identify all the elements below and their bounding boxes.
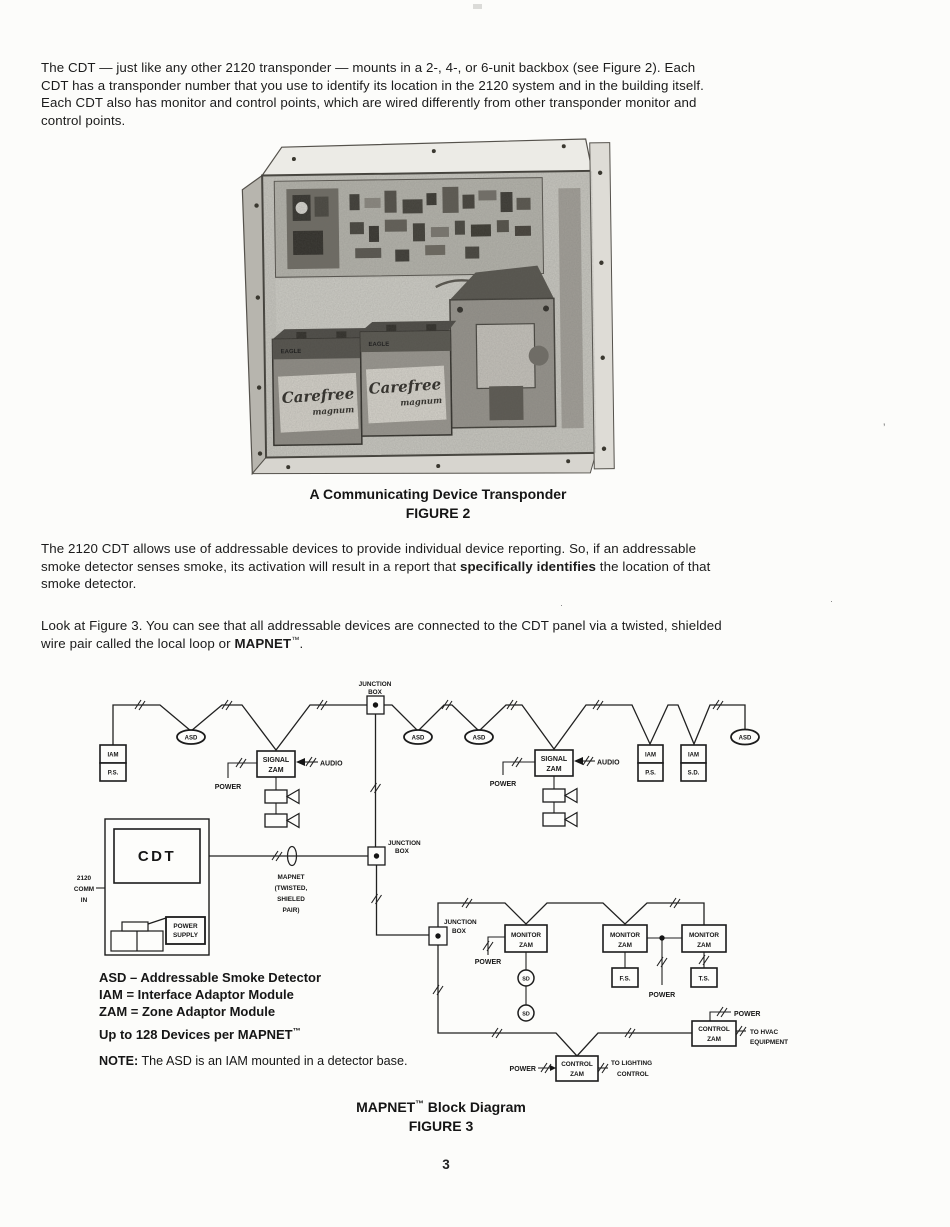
- legend-iam: IAM = Interface Adaptor Module: [99, 987, 294, 1002]
- control-zam-lighting: [510, 1056, 653, 1081]
- svg-text:SD: SD: [522, 1011, 530, 1018]
- junction-box-3: [429, 919, 477, 945]
- svg-text:SD: SD: [522, 976, 530, 983]
- iam-ps-module-2: [638, 745, 663, 781]
- paragraph-2: [41, 540, 923, 593]
- to-lighting-label: CONTROL: [617, 1071, 649, 1078]
- asd-detector-3: [465, 730, 493, 744]
- text-line: The CDT — just like any other 2120 transponder — mounts in a 2-, 4-, or 6-unit backbox (see Figure 2). Each: [41, 60, 696, 75]
- battery-model-label: magnum: [312, 405, 355, 418]
- svg-text:PAIR): PAIR): [282, 907, 300, 914]
- figure3-legend: [99, 969, 407, 1070]
- audio-arrow-icon: [574, 757, 583, 765]
- svg-text:IAM: IAM: [645, 752, 656, 759]
- asd-detector-4: [731, 730, 759, 745]
- figure2-caption: [238, 485, 638, 523]
- svg-text:ZAM: ZAM: [570, 1071, 584, 1078]
- text-line: wire pair called the local loop or MAPNET™.: [41, 635, 304, 651]
- power-label: POWER: [474, 959, 502, 966]
- svg-text:SHIELED: SHIELED: [277, 896, 305, 903]
- battery-top-label: EAGLE: [280, 348, 302, 356]
- svg-text:BOX: BOX: [368, 689, 382, 696]
- svg-text:IAM: IAM: [688, 752, 699, 759]
- figure2-caption-title: A Communicating Device Transponder: [309, 486, 567, 502]
- svg-text:MONITOR: MONITOR: [609, 932, 641, 939]
- svg-text:SUPPLY: SUPPLY: [173, 932, 198, 939]
- figure3-caption-title: MAPNET™ Block Diagram: [356, 1098, 526, 1115]
- svg-text:JUNCTION: JUNCTION: [358, 681, 392, 688]
- svg-text:CONTROL: CONTROL: [561, 1061, 593, 1068]
- power-supply: [166, 917, 205, 944]
- svg-text:ZAM: ZAM: [519, 942, 533, 949]
- wire-arrow-icon: [550, 1065, 556, 1071]
- page-number: 3: [442, 1157, 450, 1172]
- svg-text:BOX: BOX: [452, 928, 466, 935]
- svg-text:POWER: POWER: [173, 923, 198, 930]
- svg-text:SIGNAL: SIGNAL: [540, 756, 568, 763]
- paragraph-3: [41, 617, 923, 652]
- speaker-icon: [265, 790, 299, 804]
- legend-capacity: Up to 128 Devices per MAPNET™: [99, 1026, 301, 1042]
- comm-in-label: [74, 875, 94, 904]
- text-line: Each CDT also has monitor and control points, which are wired differently from other transponder monitor and: [41, 95, 697, 110]
- scan-artifact: ·: [830, 596, 833, 606]
- svg-text:MONITOR: MONITOR: [688, 932, 720, 939]
- svg-text:ZAM: ZAM: [546, 766, 562, 773]
- svg-text:CDT: CDT: [137, 848, 177, 865]
- wire-junction-dot: [659, 935, 664, 940]
- svg-text:2120: 2120: [76, 875, 92, 882]
- paragraph-1: [41, 59, 923, 129]
- figure3-caption-label: FIGURE 3: [408, 1118, 474, 1134]
- to-hvac-label: TO HVAC: [750, 1029, 779, 1036]
- audio-arrow-icon: [296, 758, 305, 766]
- svg-text:P.S.: P.S.: [645, 770, 656, 777]
- equipment-cabinet: [242, 139, 615, 478]
- speaker-icon: [543, 813, 577, 827]
- to-lighting-label: TO LIGHTING: [611, 1060, 653, 1067]
- svg-text:MAPNET: MAPNET: [277, 874, 305, 881]
- battery-brand-label: Carefree: [368, 375, 442, 398]
- text-line: CDT has a transponder number that you use to identify its location in the 2120 system and in the building itself.: [41, 77, 704, 93]
- iam-sd-module: [681, 745, 706, 781]
- svg-text:(TWISTED,: (TWISTED,: [274, 885, 308, 892]
- to-hvac-label: EQUIPMENT: [750, 1039, 788, 1046]
- fs-label: F.S.: [619, 975, 631, 983]
- svg-text:ASD: ASD: [472, 735, 486, 742]
- power-label: POWER: [489, 781, 517, 788]
- svg-text:SIGNAL: SIGNAL: [262, 757, 290, 764]
- iam-ps-module-1: [100, 745, 126, 781]
- legend-asd: ASD – Addressable Smoke Detector: [99, 970, 322, 985]
- svg-text:ZAM: ZAM: [707, 1036, 721, 1043]
- asd-detector-2: [404, 730, 432, 744]
- cdt-panel: [105, 819, 209, 955]
- power-label: POWER: [509, 1066, 536, 1073]
- text-line: smoke detector.: [41, 576, 137, 591]
- ts-label: T.S.: [698, 975, 710, 983]
- svg-text:ASD: ASD: [738, 735, 752, 742]
- svg-text:ZAM: ZAM: [268, 767, 284, 774]
- legend-zam: ZAM = Zone Adaptor Module: [99, 1004, 276, 1019]
- junction-box-1: [359, 681, 392, 714]
- legend-note: NOTE: The ASD is an IAM mounted in a detector base.: [99, 1054, 408, 1068]
- svg-text:JUNCTION: JUNCTION: [444, 919, 477, 926]
- battery-top-label: EAGLE: [368, 341, 390, 349]
- svg-text:IN: IN: [80, 897, 88, 904]
- text-line: Look at Figure 3. You can see that all addressable devices are connected to the CDT panel via a twisted, shielded: [41, 618, 722, 633]
- svg-text:BOX: BOX: [395, 848, 409, 855]
- svg-text:ZAM: ZAM: [618, 942, 632, 949]
- svg-text:ASD: ASD: [411, 735, 425, 742]
- figure3-caption: [241, 1098, 641, 1136]
- power-label: POWER: [214, 784, 242, 791]
- power-label: POWER: [734, 1011, 761, 1018]
- svg-text:S.D.: S.D.: [687, 770, 700, 777]
- battery-brand-label: Carefree: [281, 384, 355, 408]
- scan-artifact: ·: [560, 600, 563, 610]
- svg-text:MONITOR: MONITOR: [510, 932, 542, 939]
- power-label: POWER: [648, 992, 676, 999]
- audio-label: AUDIO: [320, 760, 343, 768]
- figure2-photo: [236, 135, 646, 480]
- svg-text:CONTROL: CONTROL: [698, 1026, 730, 1033]
- scan-artifact: ’: [883, 422, 886, 434]
- audio-label: AUDIO: [597, 759, 620, 767]
- battery-model-label: magnum: [400, 395, 443, 409]
- svg-text:IAM: IAM: [107, 752, 119, 759]
- scan-artifact: [473, 4, 482, 9]
- svg-text:COMM: COMM: [73, 886, 95, 893]
- mapnet-wire-label: [275, 874, 308, 914]
- text-line: The 2120 CDT allows use of addressable devices to provide individual device reporting. So, if an addressable: [41, 541, 697, 556]
- text-line: smoke detector senses smoke, its activation will result in a report that specifically identifies the location of that: [41, 558, 711, 574]
- svg-text:ZAM: ZAM: [697, 942, 711, 949]
- svg-text:P.S.: P.S.: [107, 770, 119, 777]
- speaker-icon: [543, 789, 577, 803]
- svg-text:JUNCTION: JUNCTION: [388, 840, 421, 847]
- svg-text:ASD: ASD: [184, 735, 198, 742]
- text-line: control points.: [41, 112, 126, 128]
- speaker-icon: [265, 814, 299, 828]
- figure2-caption-label: FIGURE 2: [405, 505, 471, 521]
- asd-detector-1: [177, 730, 205, 744]
